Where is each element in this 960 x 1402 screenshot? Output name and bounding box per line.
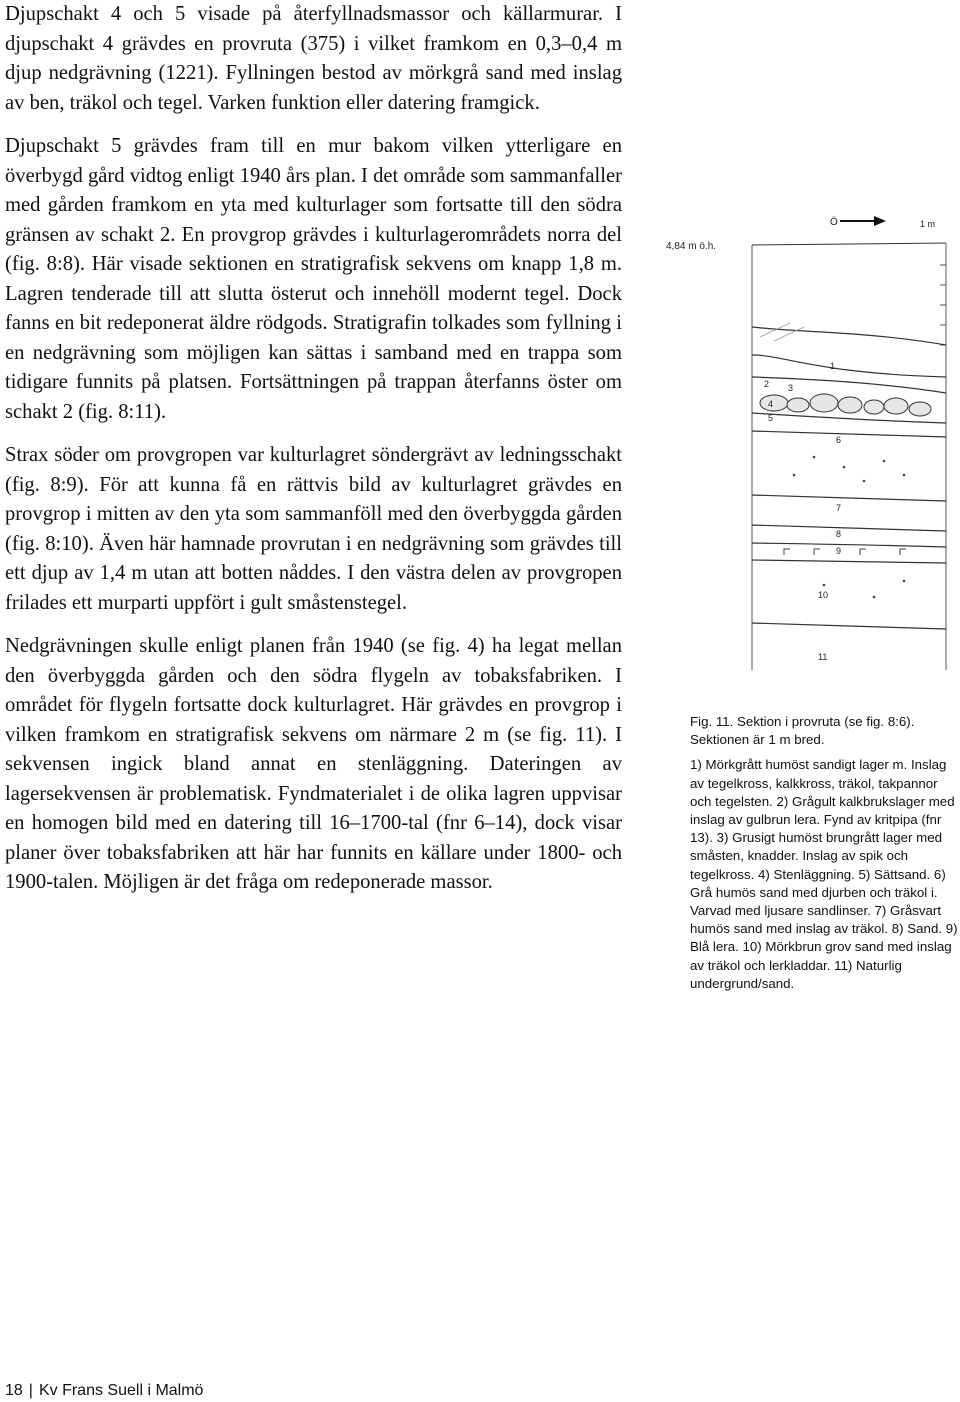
direction-label: Ö xyxy=(830,217,838,228)
layer-number: 4 xyxy=(768,399,774,409)
top-datum-line xyxy=(752,243,946,245)
direction-arrow-head xyxy=(874,216,886,226)
elevation-label: 4,84 m ö.h. xyxy=(666,241,717,252)
page-number: 18 xyxy=(5,1382,23,1399)
stone-paving xyxy=(760,394,931,416)
paragraph: Djupschakt 4 och 5 visade på återfyllnadsmassor och källarmurar. I djupschakt 4 grävdes en provruta (375) i vilket framkom en 0,3–0,4 m djup nedgrävning (1221). Fyllningen bestod av mörkgrå sand med inslag av ben, träkol och tegel. Varken funktion eller datering framgick. xyxy=(5,3,622,114)
layer-1-hatch xyxy=(760,323,804,341)
scale-label: 1 m xyxy=(920,219,936,229)
layer-9-marks xyxy=(784,549,906,555)
layer-number: 3 xyxy=(788,383,794,393)
layer-number: 6 xyxy=(836,435,842,445)
caption-legend: 1) Mörkgrått humöst sandigt lager m. Inslag av tegelkross, kalkkross, träkol, takpannor och tegelsten. 2) Grågult kalkbrukslager med inslag av gulbrun lera. Fynd av kritpipa (fnr 13). 3) Grusigt humöst brungrått lager med småsten, knadder. Inslag av spik och tegelkross. 4) Stenläggning. 5) Sättsand. 6) Grå humös sand med djurben och träkol i. Varvad med ljusare sandlinser. 7) Gråsvart humös sand med inslag av träkol. 8) Sand. 9) Blå lera. 10) Mörkbrun grov sand med inslag av träkol och lerkladdar. 11) Naturlig undergrund/sand. xyxy=(690,757,958,991)
section-drawing-svg xyxy=(664,205,954,675)
figure-caption xyxy=(690,713,958,1000)
layer-number: 11 xyxy=(818,652,828,662)
paragraph: Nedgrävningen skulle enligt planen från 1940 (se fig. 4) ha legat mellan den överbyggda gården och den södra flygeln av tobaksfabriken. I området för flygeln fortsatte dock kulturlagret. Här grävdes en provgrop i vilken framkom en stratigrafisk sekvens om närmare 2 m (se fig. 11). I sekvensen ingick bland annat en stenläggning. Dateringen av lagersekvensen är problematisk. Fyndmaterialet i de olika lagren uppvisar en homogen bild med en datering till 16–1700-tal (fnr 6–14), dock visar planer över tobaksfabriken att här har funnits en källare under 1800- och 1900-talen. Möjligen är det fråga om redeponerade massor. xyxy=(5,635,622,893)
layer-number: 2 xyxy=(764,379,770,389)
caption-title: Fig. 11. Sektion i provruta (se fig. 8:6). Sektionen är 1 m bred. xyxy=(690,714,915,748)
page-footer xyxy=(5,1381,203,1401)
paragraph: Djupschakt 5 grävdes fram till en mur bakom vilken ytterligare en överbygd gård vidtog enligt 1940 års plan. I det område som sammanfaller med gården framkom en yta med kulturlager som fortsatte till den södra gränsen av schakt 2. En provgrop grävdes i kulturlagerområdets norra del (fig. 8:8). Här visade sektionen en stratigrafisk sekvens om knapp 1,8 m. Lagren tenderade till att slutta österut och innehöll modernt tegel. Dock fanns en bit redeponerat äldre rödgods. Stratigrafin tolkades som fyllning i en nedgrävning som möjligen kan sättas i samband med en trappa som tidigare funnits på platsen. Fortsättningen på trappan återfanns öster om schakt 2 (fig. 8:11). xyxy=(5,135,622,423)
layer-number: 7 xyxy=(836,503,842,513)
layer-number: 8 xyxy=(836,529,842,539)
layer-number: 10 xyxy=(818,590,829,600)
layer-number: 1 xyxy=(830,361,836,371)
layer-boundaries xyxy=(752,327,946,629)
section-drawing xyxy=(664,205,954,675)
layer-number: 9 xyxy=(836,546,842,556)
main-text xyxy=(5,0,622,912)
ruler-ticks xyxy=(940,265,946,345)
footer-title: Kv Frans Suell i Malmö xyxy=(38,1382,204,1399)
paragraph: Strax söder om provgropen var kulturlagret söndergrävt av ledningsschakt (fig. 8:9). För att kunna få en rättvis bild av kulturlagret grävdes en provgrop i mitten av den yta som sammanföll med den överbyggda gården (fig. 8:10). Även här hamnade provrutan i en nedgrävning som grävdes till ett djup av 1,4 m utan att botten nåddes. I den västra delen av provgropen frilades ett murparti uppfört i gult småstenstegel. xyxy=(5,444,622,614)
layer-number: 5 xyxy=(768,413,774,423)
footer-separator: | xyxy=(28,1382,33,1399)
